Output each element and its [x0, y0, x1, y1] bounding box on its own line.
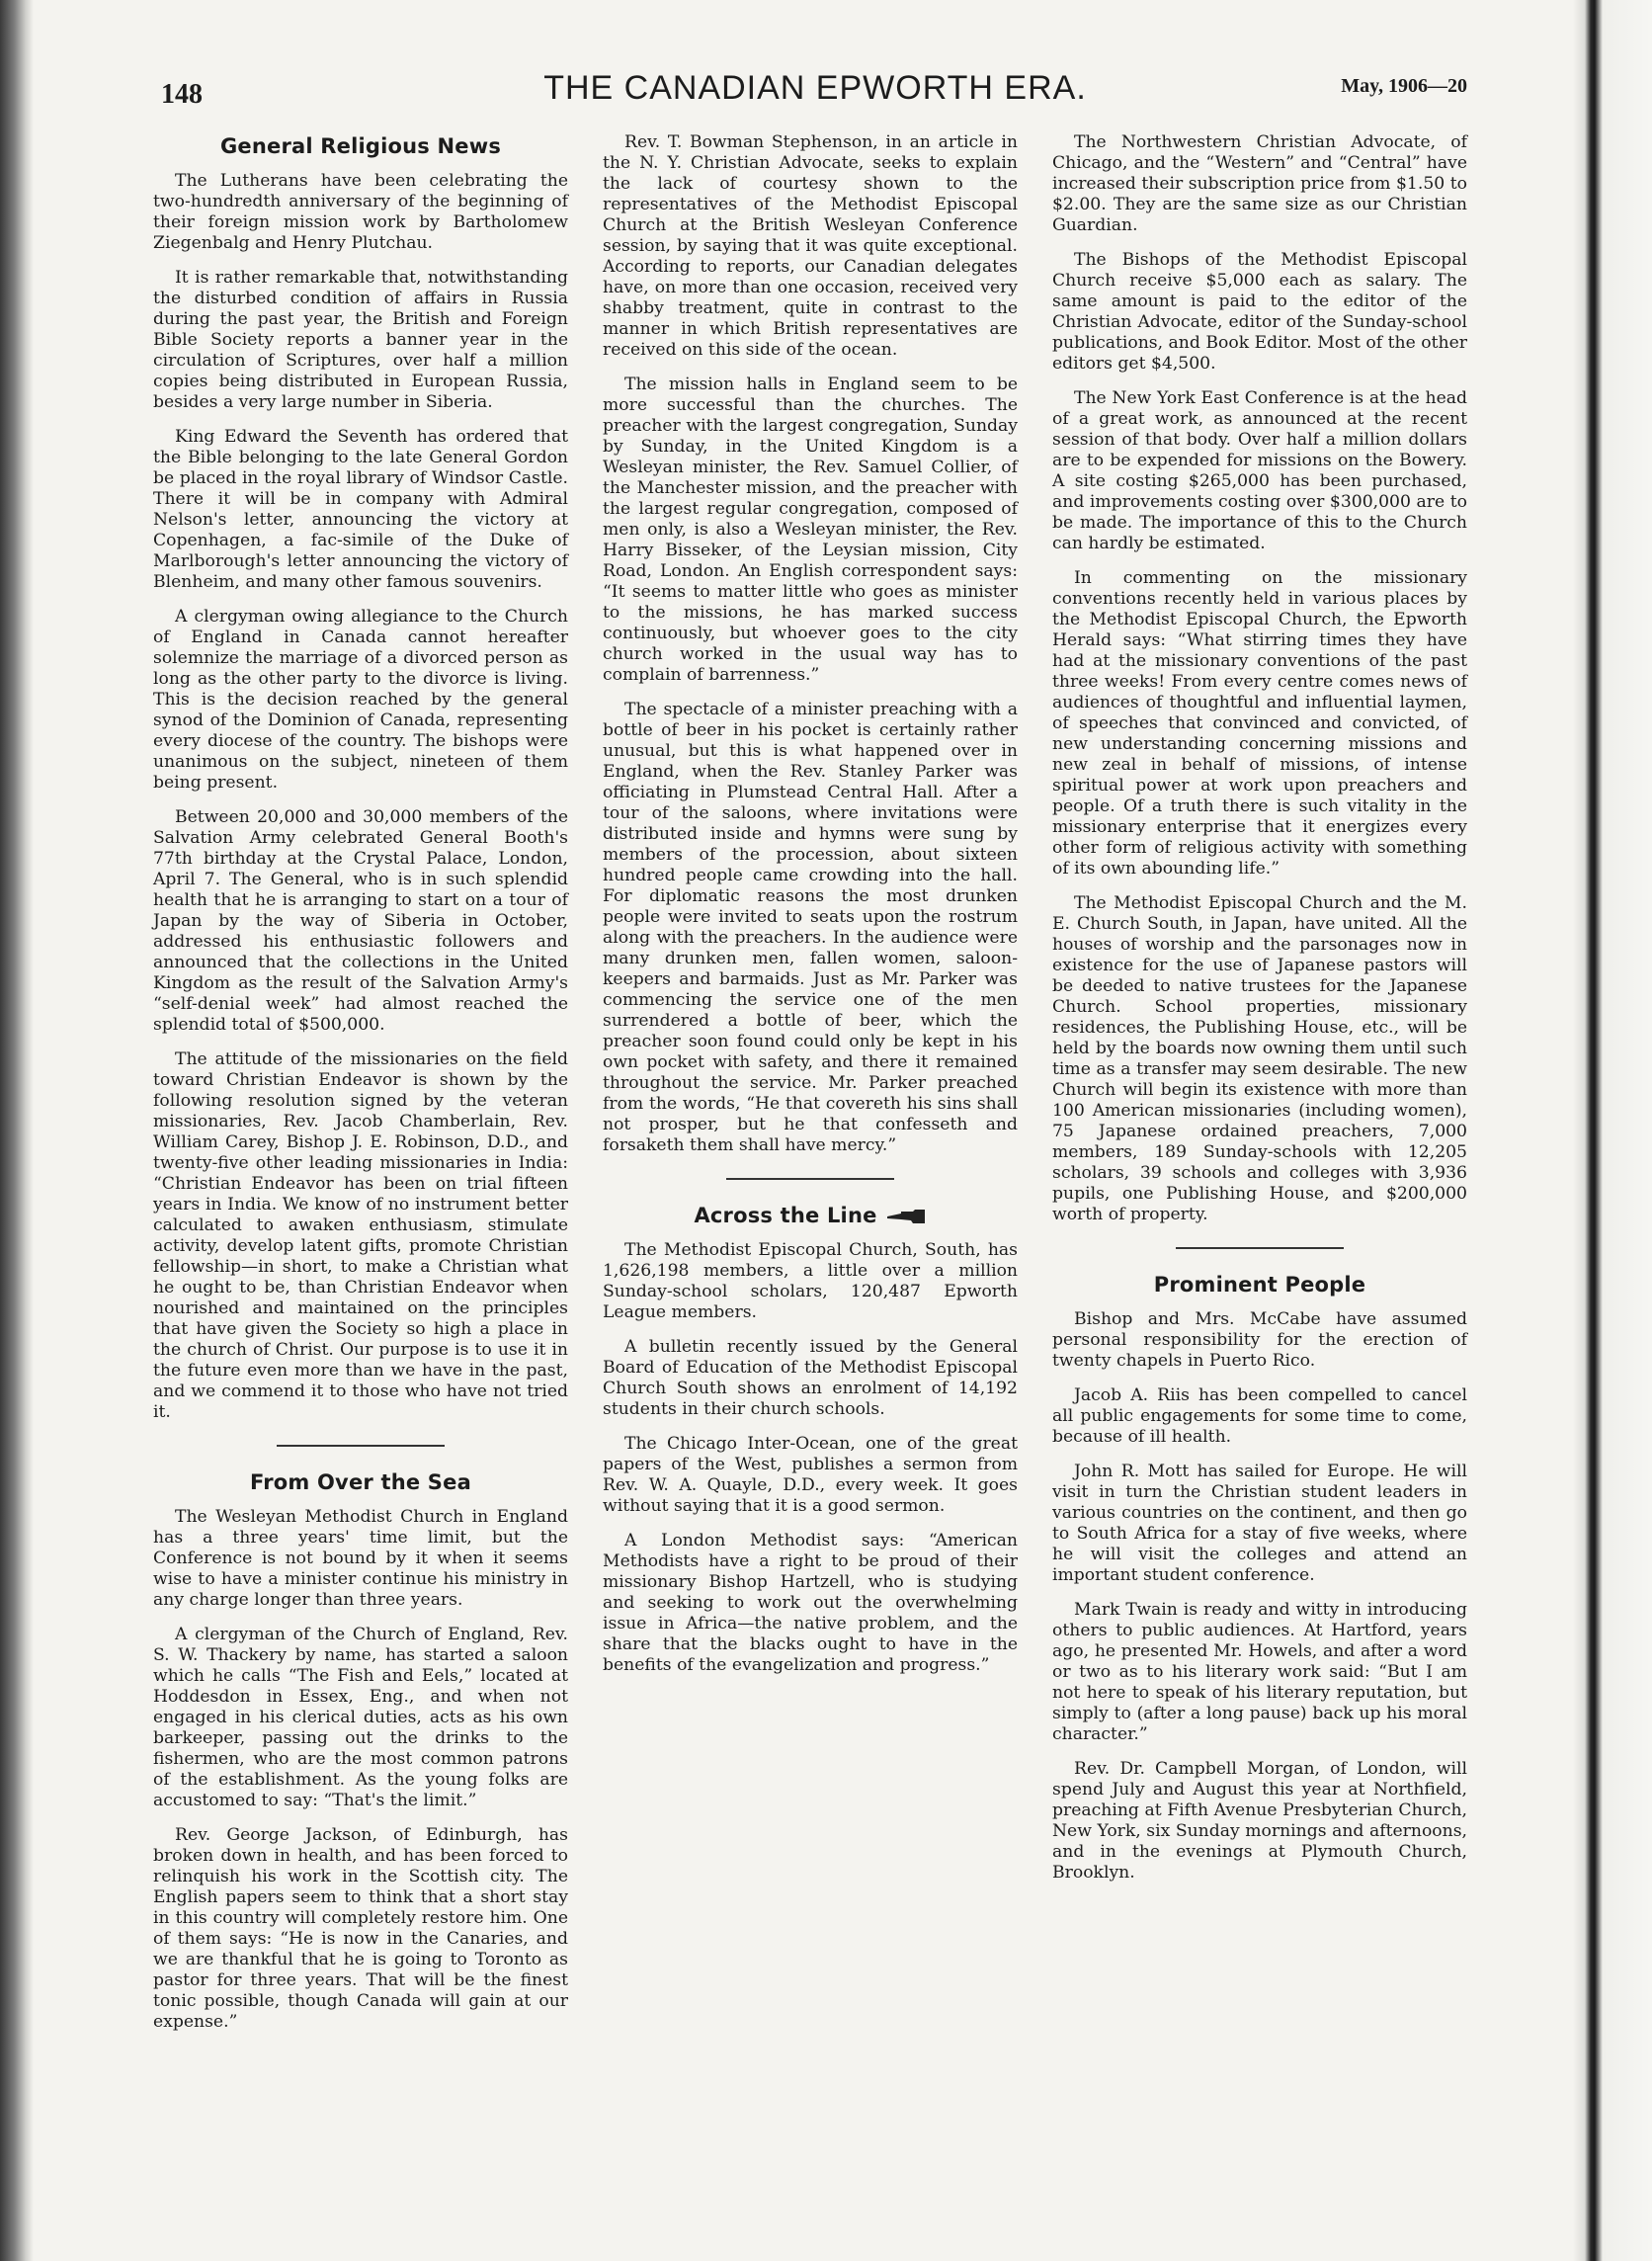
article-paragraph: Bishop and Mrs. McCabe have assumed personal responsibility for the erection of twenty chapels in Puerto Rico. [1052, 1309, 1467, 1371]
page-edge-shadow [1573, 0, 1652, 2261]
article-paragraph: The Chicago Inter-Ocean, one of the great papers of the West, publishes a sermon from Rev. W. A. Quayle, D.D., every week. It goes without saying that it is a good sermon. [603, 1434, 1018, 1516]
article-paragraph: The Methodist Episcopal Church and the M. E. Church South, in Japan, have united. All the houses of worship and the parsonages now in existence for the use of Japanese pastors will be deeded to native trustees for the Japanese Church. School properties, missionary residences, the Publishing House, etc., will be held by the boards now owning them until such time as a transfer may seem desirable. The new Church will begin its existence with more than 100 American missionaries (including women), 75 Japanese ordained preachers, 7,000 members, 189 Sunday-schools with 12,205 scholars, 39 schools and colleges with 3,936 pupils, one Publishing House, and $200,000 worth of property. [1052, 893, 1467, 1224]
journal-title: THE CANADIAN EPWORTH ERA. [543, 69, 1087, 107]
section-heading-general-religious-news: General Religious News [219, 134, 502, 158]
section-heading-text: Across the Line [694, 1204, 877, 1227]
article-paragraph: The Northwestern Christian Advocate, of Chicago, and the “Western” and “Central” have increased their subscription price from $1.50 to $2.00. They are the same size as our Christian Guardian. [1052, 132, 1467, 235]
article-paragraph-continued: Rev. George Jackson, of Edinburgh, has broken down in health, and has been forced to relinquish his work in the Scottish city. The English papers seem to think that a short stay in this country will completely restore him. One of them says: “He is now in the Canaries, and we are thankful that he is going to Toronto as pastor for three years. That will be the finest tonic possible, though Canada will gain at our expense.” [153, 1825, 568, 2032]
section-heading-from-over-the-sea: From Over the Sea [250, 1470, 471, 1494]
section-heading-across-the-line [603, 1206, 1018, 1226]
article-paragraph: The Wesleyan Methodist Church in England has a three years' time limit, but the Conference is not bound by it when it seems wise to have a minister continue his ministry in any charge longer than three years. [153, 1507, 568, 1610]
section-divider [1176, 1247, 1344, 1249]
article-paragraph: King Edward the Seventh has ordered that the Bible belonging to the late General Gordon be placed in the royal library of Windsor Castle. There it will be in company with Admiral Nelson's letter, announcing the victory at Copenhagen, a fac-simile of the Duke of Marlborough's letter announcing the victory of Blenheim, and many other famous souvenirs. [153, 427, 568, 592]
article-paragraph: The spectacle of a minister preaching with a bottle of beer in his pocket is certainly rather unusual, but this is what happened over in England, when the Rev. Stanley Parker was officiating in Plumstead Central Hall. After a tour of the saloons, where invitations were distributed inside and hymns were sung by members of the procession, about sixteen hundred people came crowding into the hall. For diplomatic reasons the most drunken people were invited to seats upon the rostrum along with the preachers. In the audience were many drunken men, fallen women, saloon-keepers and barmaids. Just as Mr. Parker was commencing the service one of the men surrendered a bottle of beer, which the preacher soon found could only be kept in his own pocket with safety, and there it remained throughout the service. Mr. Parker preached from the words, “He that covereth his sins shall not prosper, but he that confesseth and forsaketh them shall have mercy.” [603, 700, 1018, 1155]
article-paragraph: The Bishops of the Methodist Episcopal Church receive $5,000 each as salary. The same amount is paid to the editor of the Christian Advocate, editor of the Sunday-school publications, and Book Editor. Most of the other editors get $4,500. [1052, 250, 1467, 374]
page-number: 148 [161, 79, 203, 110]
column-1 [153, 132, 568, 2033]
section-divider [726, 1178, 894, 1180]
article-paragraph: The mission halls in England seem to be more successful than the churches. The preacher with the largest congregation, Sunday by Sunday, in the United Kingdom is a Wesleyan minister, the Rev. Samuel Collier, of the Manchester mission, and the preacher with the largest regular congregation, composed of men only, is also a Wesleyan minister, the Rev. Harry Bisseker, of the Leysian mission, City Road, London. An English correspondent says: “It seems to matter little who goes as minister to the missions, he has marked success continuously, but whoever goes to the city church worked in the usual way has to complain of barrenness.” [603, 375, 1018, 685]
article-paragraph: The New York East Conference is at the head of a great work, as announced at the recent session of that body. Over half a million dollars are to be expended for missions on the Bowery. A site costing $265,000 has been purchased, and improvements costing over $300,000 are to be made. The importance of this to the Church can hardly be estimated. [1052, 388, 1467, 553]
article-paragraph: Between 20,000 and 30,000 members of the Salvation Army celebrated General Booth's 77th birthday at the Crystal Palace, London, April 7. The General, who is in such splendid health that he is arranging to start on a tour of Japan by the way of Siberia in October, addressed his enthusiastic followers and announced that the collections in the United Kingdom as the result of the Salvation Army's “self-denial week” had almost reached the splendid total of $500,000. [153, 807, 568, 1035]
page-header [153, 61, 1477, 121]
article-paragraph: A London Methodist says: “American Methodists have a right to be proud of their missionary Bishop Hartzell, who is studying and seeking to work out the overwhelming issue in Africa—the native problem, and the share that the blacks ought to have in the benefits of the evangelization and progress.” [603, 1531, 1018, 1675]
pointing-hand-icon [885, 1208, 927, 1225]
article-paragraph: Rev. T. Bowman Stephenson, in an article in the N. Y. Christian Advocate, seeks to explain the lack of courtesy shown to the representatives of the Methodist Episcopal Church at the British Wesleyan Conference session, by saying that it was quite exceptional. According to reports, our Canadian delegates have, on more than one occasion, received very shabby treatment, quite in contrast to the manner in which British representatives are received on this side of the ocean. [603, 132, 1018, 360]
column-3 [1052, 132, 1467, 1897]
article-paragraph: John R. Mott has sailed for Europe. He will visit in turn the Christian student leaders in various countries on the continent, and then go to South Africa for a stay of five weeks, where he will visit the colleges and attend an important student conference. [1052, 1462, 1467, 1585]
column-2 [603, 132, 1018, 1690]
book-binding-shadow [0, 0, 34, 2261]
article-paragraph: The Methodist Episcopal Church, South, has 1,626,198 members, a little over a million Sunday-school scholars, 120,487 Epworth League members. [603, 1240, 1018, 1322]
section-heading-prominent-people: Prominent People [1153, 1273, 1366, 1297]
article-paragraph: The Lutherans have been celebrating the two-hundredth anniversary of the beginning of their foreign mission work by Bartholomew Ziegenbalg and Henry Plutchau. [153, 171, 568, 253]
article-paragraph: A clergyman owing allegiance to the Church of England in Canada cannot hereafter solemnize the marriage of a divorced person as long as the other party to the divorce is living. This is the decision reached by the general synod of the Dominion of Canada, representing every diocese of the country. The bishops were unanimous on the subject, nineteen of them being present. [153, 607, 568, 793]
article-paragraph: Mark Twain is ready and witty in introducing others to public audiences. At Hartford, years ago, he presented Mr. Howels, and after a word or two as to his literary work said: “But I am not here to speak of his literary reputation, but simply to (after a long pause) back up his moral character.” [1052, 1600, 1467, 1744]
section-divider [277, 1445, 445, 1447]
issue-date: May, 1906—20 [1341, 75, 1467, 97]
article-paragraph: In commenting on the missionary conventions recently held in various places by the Methodist Episcopal Church, the Epworth Herald says: “What stirring times they have had at the missionary conventions of the past three weeks! From every centre comes news of audiences of thoughtful and influential laymen, of speeches that convinced and convicted, of new understanding concerning missions and new zeal in behalf of missions, of intense spiritual power at work upon preachers and people. Of a truth there is such vitality in the missionary enterprise that it energizes every other form of religious activity with something of its own abounding life.” [1052, 568, 1467, 879]
article-paragraph: Rev. Dr. Campbell Morgan, of London, will spend July and August this year at Northfield, preaching at Fifth Avenue Presbyterian Church, New York, six Sunday mornings and afternoons, and in the evenings at Plymouth Church, Brooklyn. [1052, 1759, 1467, 1883]
newspaper-page [153, 61, 1477, 2216]
article-paragraph: A bulletin recently issued by the General Board of Education of the Methodist Episcopal Church South shows an enrolment of 14,192 students in their church schools. [603, 1337, 1018, 1419]
article-paragraph: The attitude of the missionaries on the field toward Christian Endeavor is shown by the following resolution signed by the veteran missionaries, Rev. Jacob Chamberlain, Rev. William Carey, Bishop J. E. Robinson, D.D., and twenty-five other leading missionaries in India: “Christian Endeavor has been on trial fifteen years in India. We know of no instrument better calculated to awaken enthusiasm, stimulate activity, develop latent gifts, promote Christian fellowship—in short, to make a Christian what he ought to be, than Christian Endeavor when nourished and maintained on the principles that have given the Society so high a place in the church of Christ. Our purpose is to use it in the future even more than we have in the past, and we commend it to those who have not tried it. [153, 1049, 568, 1422]
article-paragraph: A clergyman of the Church of England, Rev. S. W. Thackery by name, has started a saloon which he calls “The Fish and Eels,” located at Hoddesdon in Essex, Eng., and when not engaged in his clerical duties, acts as his own barkeeper, passing out the drinks to the fishermen, who are the most common patrons of the establishment. As the young folks are accustomed to say: “That's the limit.” [153, 1625, 568, 1810]
article-paragraph: Jacob A. Riis has been compelled to cancel all public engagements for some time to come, because of ill health. [1052, 1385, 1467, 1447]
article-paragraph: It is rather remarkable that, notwithstanding the disturbed condition of affairs in Russia during the past year, the British and Foreign Bible Society reports a banner year in the circulation of Scriptures, over half a million copies being distributed in European Russia, besides a very large number in Siberia. [153, 268, 568, 412]
